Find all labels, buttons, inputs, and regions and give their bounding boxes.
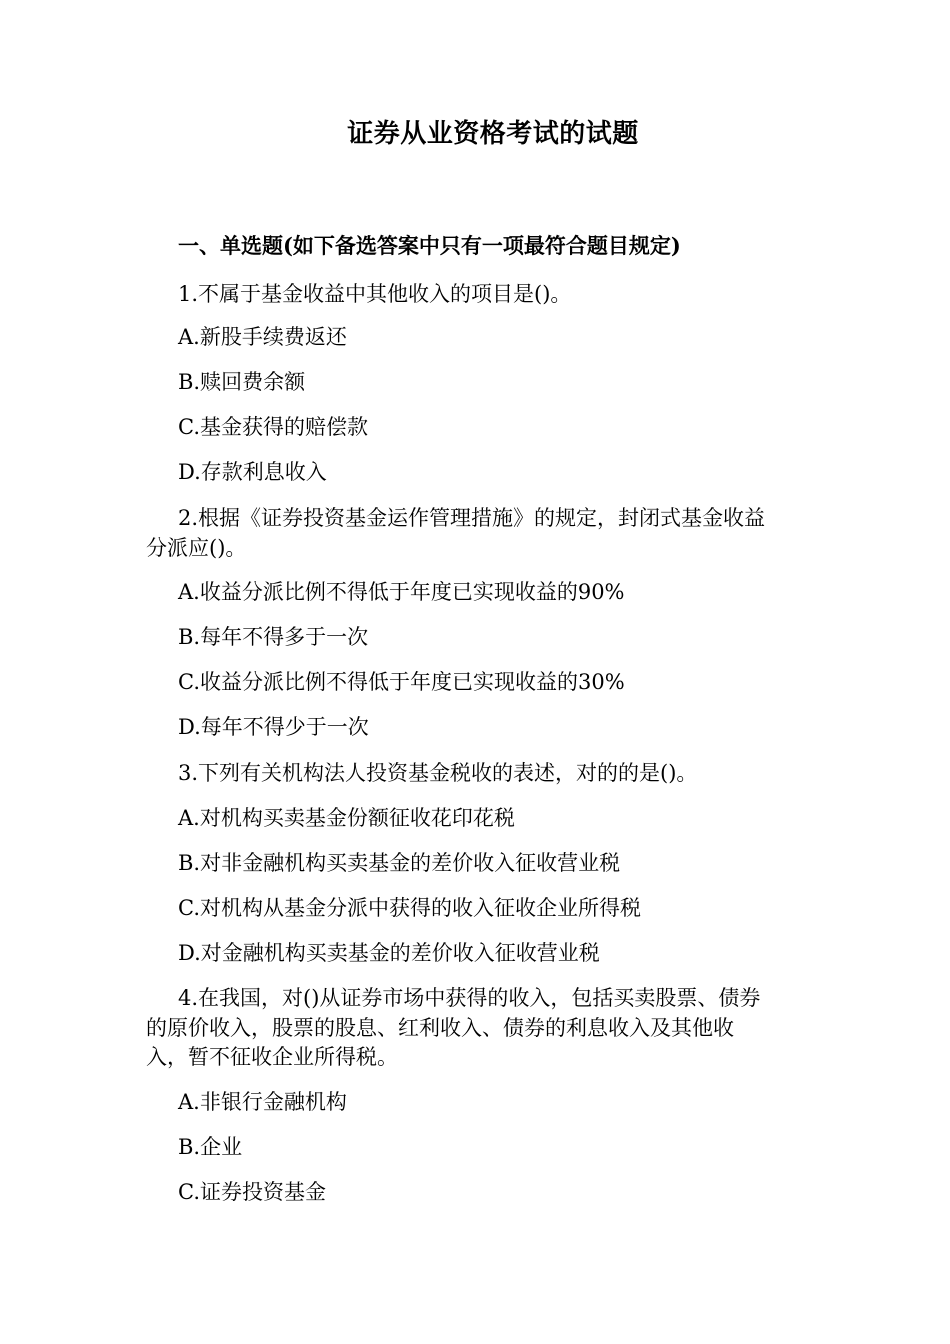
- question-1-option-c: C.基金获得的赔偿款: [178, 415, 368, 439]
- question-2-option-d: D.每年不得少于一次: [178, 715, 369, 739]
- question-2-option-c: C.收益分派比例不得低于年度已实现收益的30%: [178, 670, 625, 694]
- question-3-option-b: B.对非金融机构买卖基金的差价收入征收营业税: [178, 851, 621, 875]
- question-4-stem-line-2: 的原价收入，股票的股息、红利收入、债券的利息收入及其他收: [146, 1016, 734, 1040]
- question-1-option-b: B.赎回费余额: [178, 370, 306, 394]
- question-4-stem-line-1: 4.在我国，对()从证券市场中获得的收入，包括买卖股票、债券: [178, 986, 761, 1010]
- question-4-option-b: B.企业: [178, 1135, 243, 1159]
- question-3-option-d: D.对金融机构买卖基金的差价收入征收营业税: [178, 941, 600, 965]
- question-3-option-a: A.对机构买卖基金份额征收花印花税: [178, 806, 515, 830]
- question-2-option-b: B.每年不得多于一次: [178, 625, 369, 649]
- question-2-stem-line-1: 2.根据《证券投资基金运作管理措施》的规定，封闭式基金收益: [178, 506, 766, 530]
- question-3-option-c: C.对机构从基金分派中获得的收入征收企业所得税: [178, 896, 641, 920]
- question-4-option-a: A.非银行金融机构: [178, 1090, 347, 1114]
- question-3-stem: 3.下列有关机构法人投资基金税收的表述，对的的是()。: [178, 761, 698, 785]
- question-1-option-a: A.新股手续费返还: [178, 325, 347, 349]
- document-title: 证券从业资格考试的试题: [347, 119, 639, 149]
- section-heading: 一、单选题(如下备选答案中只有一项最符合题目规定): [178, 233, 681, 258]
- question-2-stem-line-2: 分派应()。: [146, 536, 247, 560]
- question-1-option-d: D.存款利息收入: [178, 460, 327, 484]
- question-2-option-a: A.收益分派比例不得低于年度已实现收益的90%: [178, 580, 625, 604]
- question-1-stem: 1.不属于基金收益中其他收入的项目是()。: [178, 282, 572, 306]
- question-4-option-c: C.证券投资基金: [178, 1180, 326, 1204]
- question-4-stem-line-3: 入，暂不征收企业所得税。: [146, 1045, 398, 1069]
